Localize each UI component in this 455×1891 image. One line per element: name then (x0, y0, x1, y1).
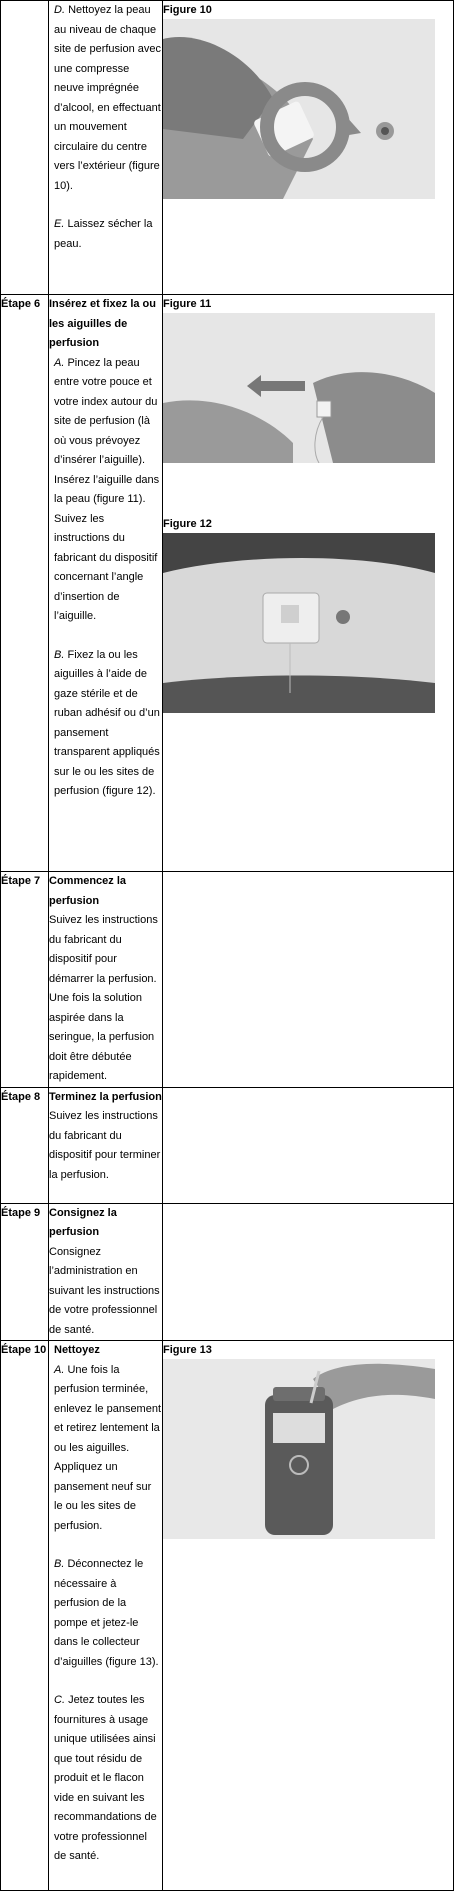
instruction-cell (49, 1203, 163, 1341)
step-cell (1, 1, 49, 295)
table-row (1, 1087, 454, 1203)
instruction-cell (49, 1341, 163, 1891)
figure-cell (163, 872, 454, 1088)
step-heading: Commencez la perfusion (49, 875, 127, 907)
instruction-b: B. Déconnectez le nécessaire à perfusion de la pompe et jetez-le dans le collecteur d’aiguilles (figure 13). (54, 1558, 159, 1668)
step-heading: Nettoyez (54, 1344, 100, 1356)
figure-10-image (163, 19, 435, 199)
table-row (1, 1, 454, 295)
table-row (1, 1203, 454, 1341)
instruction-d: D. Nettoyez la peau au niveau de chaque site de perfusion avec une compresse neuve imprégnée d’alcool, en effectuant un mouvement circulaire du centre vers l’extérieur (figure 10). (54, 4, 162, 192)
table-row (1, 872, 454, 1088)
instruction-cell (49, 872, 163, 1088)
instruction-text: Suivez les instructions du fabricant du dispositif pour démarrer la perfusion. Une fois la solution aspirée dans la seringue, la perfusion doit être débutée rapidement. (49, 914, 158, 1082)
step-heading: Insérez et fixez la ou les aiguilles de perfusion (49, 298, 156, 349)
step-number: Étape 10 (1, 1341, 49, 1891)
step-number: Étape 9 (1, 1203, 49, 1341)
figure-10-label: Figure 10 (163, 4, 212, 16)
figure-12-image (163, 533, 435, 713)
figure-13-label: Figure 13 (163, 1344, 212, 1356)
figure-cell (163, 295, 454, 872)
instruction-a: A. Une fois la perfusion terminée, enlevez le pansement et retirez lentement la ou les aiguilles. Appliquez un pansement neuf sur le ou les sites de perfusion. (54, 1363, 162, 1532)
instruction-text: Suivez les instructions du fabricant du dispositif pour terminer la perfusion. (49, 1110, 161, 1181)
instruction-cell (49, 1, 163, 295)
step-number: Étape 8 (1, 1087, 49, 1203)
step-number: Étape 7 (1, 872, 49, 1088)
table-row (1, 1341, 454, 1891)
figure-11-image (163, 313, 435, 463)
instruction-a: A. Pincez la peau entre votre pouce et votre index autour du site de perfusion (là où vous prévoyez d’insérer l’aiguille). Insérez l’aiguille dans la peau (figure 11). Suivez les instructions du fabricant du dispositif concernant l’angle d’insertion de l’aiguille. (54, 356, 160, 622)
figure-11-label: Figure 11 (163, 298, 212, 310)
step-heading: Terminez la perfusion (49, 1090, 162, 1103)
instruction-cell (49, 295, 163, 872)
instruction-cell (49, 1087, 163, 1203)
instruction-c: C. Jetez toutes les fournitures à usage unique utilisées ainsi que tout résidu de produit et le flacon vide en suivant les recommandations de votre professionnel de santé. (54, 1694, 157, 1862)
figure-12-label: Figure 12 (163, 518, 212, 530)
figure-cell (163, 1087, 454, 1203)
instruction-e: E. Laissez sécher la peau. (54, 218, 153, 250)
instruction-text: Consignez l’administration en suivant les instructions de votre professionnel de santé. (49, 1245, 160, 1336)
instruction-b: B. Fixez la ou les aiguilles à l’aide de gaze stérile et de ruban adhésif ou d’un pansement transparent appliqués sur le ou les sites de perfusion (figure 12). (54, 648, 160, 797)
figure-cell (163, 1, 454, 295)
table-row (1, 295, 454, 872)
step-heading: Consignez la perfusion (49, 1206, 117, 1238)
step-number: Étape 6 (1, 295, 49, 872)
figure-13-image (163, 1359, 435, 1539)
figure-cell (163, 1203, 454, 1341)
figure-cell (163, 1341, 454, 1891)
